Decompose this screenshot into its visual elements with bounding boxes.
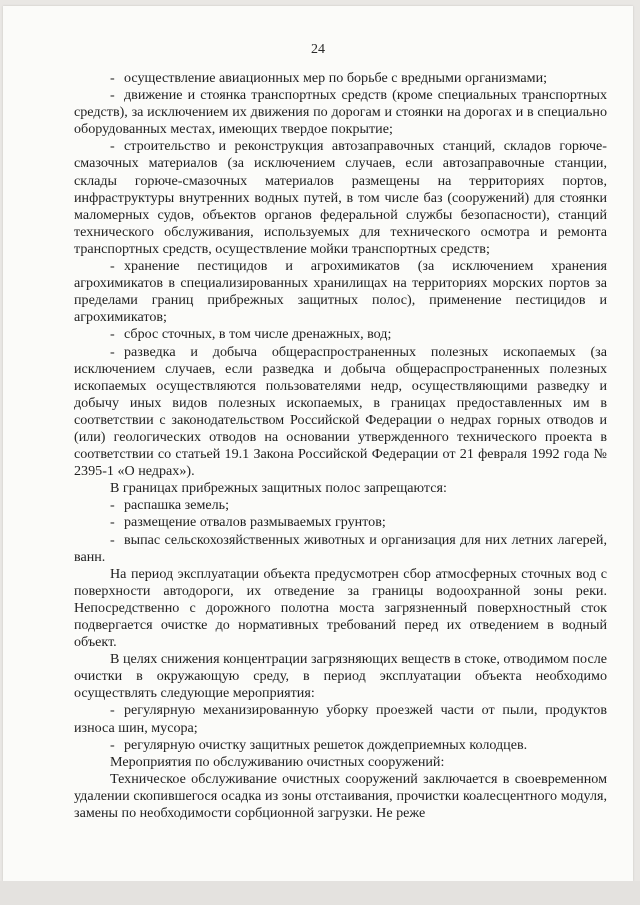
list-item bbox=[74, 326, 607, 343]
paragraph-prohibited: В границах прибрежных защитных полос запрещаются: bbox=[110, 480, 447, 497]
paragraph-service: Техническое обслуживание очистных сооружений заключается в своевременном удалении скопившегося осадка из зоны отстаивания, прочистки коалесцентного модуля, замены по необходимости сорбционной загрузки. Не реже bbox=[74, 770, 607, 822]
list-item bbox=[74, 702, 607, 736]
bullet-dash: - bbox=[110, 343, 115, 360]
list-item-text: распашка земель; bbox=[124, 497, 229, 514]
bullet-dash: - bbox=[110, 87, 115, 104]
list-item-text: строительство и реконструкция автозаправочных станций, складов горюче-смазочных материалов (за исключением случаев, если автозаправочные станции, склады горюче-смазочных материалов размещены на территориях портов, инфраструктуры внутренних водных путей, в том числе баз (сооружений) для стоянки маломерных судов, объектов органов федеральной службы безопасности), станций технического обслуживания, используемых для технического осмотра и ремонта транспортных средств, осуществление мойки транспортных средств; bbox=[74, 138, 607, 257]
list-item bbox=[74, 258, 607, 326]
list-item bbox=[74, 514, 607, 531]
bullet-dash: - bbox=[110, 497, 115, 514]
list-item-text: разведка и добыча общераспространенных полезных ископаемых (за исключением случаев, если разведка и добыча общераспространенных полезных ископаемых осуществляются пользователями недр, осуществляющими разведку и добычу иных видов полезных ископаемых, в границах предоставленных им в соответствии с законодательством Российской Федерации о недрах горных отводов и (или) геологических отводов на основании утвержденного технического проекта в соответствии со статьей 19.1 Закона Российской Федерации от 21 февраля 1992 года № 2395-1 «О недрах»). bbox=[74, 343, 607, 480]
list-item-text: регулярную очистку защитных решеток дождеприемных колодцев. bbox=[124, 736, 528, 753]
list-item bbox=[74, 138, 607, 258]
bullet-dash: - bbox=[110, 736, 115, 753]
document-page bbox=[3, 6, 633, 881]
list-item bbox=[74, 497, 607, 514]
list-item bbox=[74, 344, 607, 481]
list-item-text: регулярную механизированную уборку проезжей части от пыли, продуктов износа шин, мусора; bbox=[74, 702, 607, 736]
bullet-dash: - bbox=[110, 138, 115, 155]
bullet-dash: - bbox=[110, 531, 115, 548]
page-body bbox=[74, 70, 607, 822]
bullet-dash: - bbox=[110, 258, 115, 275]
bullet-dash: - bbox=[110, 70, 115, 86]
paragraph-service-heading: Мероприятия по обслуживанию очистных сооружений: bbox=[110, 753, 445, 770]
list-item bbox=[74, 737, 607, 754]
bullet-dash: - bbox=[110, 514, 115, 531]
page-number: 24 bbox=[311, 42, 325, 57]
paragraph-measures: В целях снижения концентрации загрязняющих веществ в стоке, отводимом после очистки в окружающую среду, в период эксплуатации объекта необходимо осуществлять следующие мероприятия: bbox=[74, 651, 607, 702]
list-item-text: хранение пестицидов и агрохимикатов (за исключением хранения агрохимикатов в специализированных хранилищах на территориях морских портов за пределами границ прибрежных защитных полос), применение пестицидов и агрохимикатов; bbox=[74, 258, 607, 326]
scan-bottom-margin bbox=[0, 881, 640, 905]
list-item-text: движение и стоянка транспортных средств (кроме специальных транспортных средств), за исключением их движения по дорогам и стоянки на дорогах и в специально оборудованных местах, имеющих твердое покрытие; bbox=[74, 87, 607, 138]
paragraph-operation: На период эксплуатации объекта предусмотрен сбор атмосферных сточных вод с поверхности автодороги, их отведение за границы водоохранной зоны реки. Непосредственно с дорожного полотна моста загрязненный поверхностный сток подвергается очистке до нормативных требований перед их отведением в водный объект. bbox=[74, 565, 607, 651]
list-item-text: осуществление авиационных мер по борьбе с вредными организмами; bbox=[124, 70, 548, 86]
bullet-dash: - bbox=[110, 326, 115, 343]
bullet-dash: - bbox=[110, 702, 115, 719]
list-item bbox=[74, 87, 607, 138]
list-item bbox=[74, 70, 607, 87]
list-item bbox=[74, 532, 607, 566]
list-item-text: выпас сельскохозяйственных животных и организация для них летних лагерей, ванн. bbox=[74, 531, 607, 565]
list-item-text: сброс сточных, в том числе дренажных, вод; bbox=[124, 326, 392, 343]
list-item-text: размещение отвалов размываемых грунтов; bbox=[124, 514, 386, 531]
